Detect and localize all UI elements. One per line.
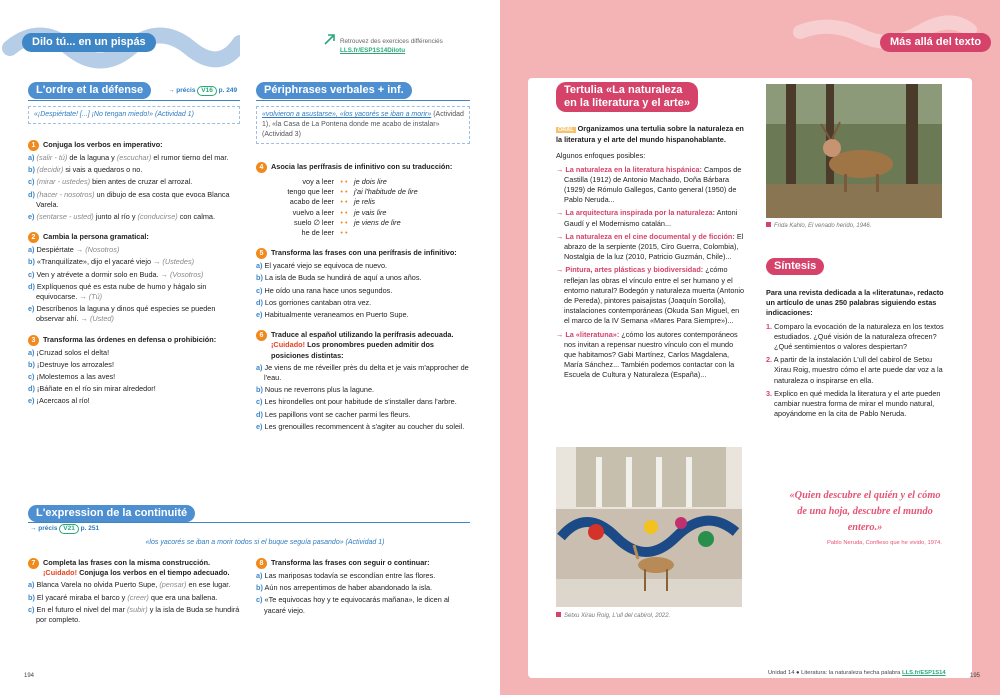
- header-note: Retrouvez des exercices différenciés: [340, 38, 443, 45]
- arrow-icon: →: [556, 208, 566, 218]
- exercise-item: [28, 153, 240, 163]
- exercise-title: Transforma las frases con una perífrasis de infinitivo:: [271, 248, 457, 258]
- exercise-item: [28, 189, 240, 210]
- matching-left: suelo ∅ leer: [293, 217, 334, 227]
- item-t: ¡Acercaos al río!: [36, 396, 90, 406]
- matching-dots: • •: [340, 228, 348, 238]
- exercise-item: [256, 421, 470, 432]
- item-g: (pensar): [159, 580, 187, 590]
- footer-link[interactable]: LLS.fr/ESP1S14: [902, 670, 946, 676]
- item-t: Les papillons vont se cacher parmi les fleurs.: [264, 409, 411, 419]
- exercise-6: [256, 330, 470, 432]
- enfoque-item: [556, 208, 746, 228]
- item-t2: y la isla de Buda se hundirá por completo.: [36, 604, 240, 625]
- item-g: (mirar - ustedes): [36, 177, 91, 187]
- section-rule: [256, 100, 470, 101]
- matching-row: [256, 208, 470, 218]
- item-t: ¡Báñate en el río sin mirar alrededor!: [36, 384, 156, 394]
- item-t: «Te equivocas hoy y te equivocarás mañana», le dicen al yacaré viejo.: [264, 595, 450, 615]
- item-t2: el rumor tierno del mar.: [153, 153, 229, 162]
- sintesis-text: Comparo la evocación de la naturaleza en los textos estudiados. ¿Qué visión de la naturaleza ofrecen? ¿Qué sentimientos o valores despiertan?: [774, 321, 944, 352]
- exercise-item: [28, 177, 240, 187]
- arrow-icon: →: [556, 231, 566, 241]
- enfoque-text: ¿cómo reflejan las obras el vínculo entre el ser humano y el entorno natural? Bodegón y naturaleza muerta (Antonio de Pereda), pintores paisajistas (Joaquín Sorolla), instalaciones contemporáneas (Okuda San Miguel, en el marco de la IV Semana «Mares Para Siempre»)...: [564, 265, 745, 326]
- section-quote: «¡Despiértate! [...] ¡No tengan miedo!» (Actividad 1): [28, 106, 240, 124]
- matching-dots: • •: [340, 217, 348, 227]
- matching-dots: • •: [340, 187, 348, 197]
- exercise-1: [28, 140, 240, 222]
- sintesis-intro: Para una revista dedicada a la «literatuna», redacto un artículo de unas 250 palabras siguiendo estas indicaciones:: [766, 288, 944, 318]
- item-t: Aún nos arrepentimos de haber abandonado la isla.: [264, 583, 433, 593]
- enfoque-item: [556, 265, 746, 326]
- photo-caption: Setxu Xirau Roig, L'ull del cabirol, 2022.: [556, 612, 670, 619]
- exercise-number: 3: [28, 335, 39, 346]
- neruda-quote: «Quien descubre el quién y el cómo de una hoja, descubre el mundo entero.»: [789, 490, 941, 533]
- item-l: a): [256, 571, 263, 580]
- exercise-item: [28, 580, 240, 590]
- item-t2: en ese lugar.: [188, 580, 231, 590]
- exercise-item: [28, 257, 240, 267]
- exercise-8: [256, 558, 470, 616]
- item-t: La isla de Buda se hundirá de aquí a unos años.: [264, 273, 422, 283]
- item-t: Blanca Varela no olvida Puerto Supe,: [36, 580, 158, 590]
- exercise-item: [28, 281, 240, 302]
- exercise-item: [256, 310, 470, 320]
- section-rule: [28, 522, 470, 523]
- item-l: b): [256, 583, 263, 593]
- matching-right: je vais lire: [354, 207, 387, 217]
- item-t2: con calma.: [179, 212, 216, 222]
- item-t: de la laguna y: [69, 153, 115, 162]
- item-t: En el futuro el nivel del mar: [36, 604, 125, 614]
- installation-photo: [556, 447, 742, 607]
- item-l: d): [256, 409, 263, 419]
- item-l: b): [28, 592, 35, 602]
- painting-photo: [766, 84, 942, 218]
- tertulia-column: [556, 124, 746, 381]
- item-g: → (Ustedes): [153, 257, 195, 267]
- item-l: d): [28, 189, 35, 199]
- matching-row: [256, 177, 470, 187]
- exercise-item: [256, 362, 470, 383]
- item-t: bien antes de cruzar el arrozal.: [92, 177, 193, 187]
- exercise-item: [256, 397, 470, 407]
- exercise-title: Traduce al español utilizando la perífrasis adecuada. ¡Cuidado! Los pronombres pueden admitir dos posiciones distintas:: [271, 330, 454, 360]
- exercise-item: [256, 273, 470, 283]
- exercise-title: Transforma las órdenes en defensa o prohibición:: [43, 334, 217, 344]
- item-t: Descríbenos la laguna y dinos qué especies se pueden observar ahí.: [36, 304, 216, 324]
- exercise-item: [256, 583, 470, 593]
- item-l: c): [28, 372, 35, 382]
- exercise-item: [28, 359, 240, 370]
- sintesis-column: [766, 288, 944, 419]
- item-t: He oído una rana hace unos segundos.: [264, 285, 393, 295]
- exercise-4: [256, 162, 470, 238]
- exercises-column-2: [256, 162, 470, 432]
- header-link[interactable]: LLS.fr/ESP1S14Dilotu: [340, 47, 406, 54]
- exercise-5: [256, 248, 470, 320]
- enfoque-text: ¿cómo los autores contemporáneos nos invitan a repensar nuestro vínculo con el mundo que habitamos? Gabi Martínez, Carlos Magdalena, María Sánchez... También podemos contactar con la Escuela de Cultura y Naturaleza (España)...: [564, 329, 738, 380]
- enfoque-text: El abrazo de la serpiente (2015, Ciro Guerra, Colombia), Nostalgia de la luz (2010, Patricio Guzmán, Chile)...: [564, 231, 744, 262]
- item-l: e): [28, 396, 35, 406]
- item-t: Ven y atrévete a dormir solo en Buda.: [36, 269, 159, 279]
- precis-ref[interactable]: → précis V21 p. 251: [30, 525, 100, 532]
- item-t: Despiértate: [36, 245, 74, 255]
- item-l: e): [28, 212, 35, 222]
- matching-left: vuelvo a leer: [292, 207, 334, 217]
- item-t: Les grenouilles recommencent à s'agiter au coucher du soleil.: [264, 421, 465, 431]
- item-l: a): [28, 347, 35, 357]
- item-t: Je viens de me réveiller près du delta et je vais m'approcher de l'eau.: [264, 362, 469, 383]
- exercise-title: Asocia las perífrasis de infinitivo con su traducción:: [271, 162, 453, 171]
- page-number: 194: [24, 673, 35, 679]
- exercise-item: [256, 285, 470, 296]
- matching-table: [256, 177, 470, 238]
- quote-citation: Pablo Neruda, Confieso que he vivido, 1974.: [826, 540, 942, 546]
- matching-row: [256, 218, 470, 228]
- oral-badge: ORAL: [558, 127, 574, 133]
- arrow-icon: →: [556, 265, 566, 275]
- item-t: un dibujo de esa costa que evoca Blanca Varela.: [36, 189, 230, 209]
- matching-dots: • •: [340, 197, 348, 207]
- exercise-title: Completa las frases con la misma construcción. ¡Cuidado! Conjuga los verbos en el tiempo adecuado.: [43, 558, 230, 578]
- item-l: c): [28, 269, 35, 279]
- enfoque-heading: La naturaleza en el cine documental y de ficción:: [565, 231, 735, 241]
- footer-text: Unidad 14 ● Literatura: la naturaleza hecha palabra: [768, 670, 901, 676]
- matching-dots: • •: [340, 207, 348, 217]
- item-g2: (escuchar): [116, 153, 152, 162]
- exercise-item: [28, 245, 240, 255]
- exercise-item: [28, 212, 240, 222]
- exercise-3: [28, 335, 240, 407]
- enfoque-heading: La «literatuna»:: [565, 329, 620, 339]
- tertulia-intro: ORAL Organizamos una tertulia sobre la naturaleza en la literatura y el arte del mundo hispanohablante.: [556, 124, 744, 145]
- item-l: e): [256, 421, 263, 431]
- exercise-item: [28, 384, 240, 394]
- item-t: ¡Destruye los arrozales!: [36, 359, 114, 369]
- sintesis-number: 1.: [766, 321, 773, 331]
- item-l: c): [28, 177, 35, 187]
- matching-right: je relis: [354, 197, 376, 207]
- item-g: (salir - tú): [36, 153, 68, 162]
- enfoque-item: [556, 329, 746, 381]
- exercise-item: [28, 604, 240, 625]
- enfoque-text: Campos de Castilla (1912) de Antonio Machado, Doña Bárbara (1929) de Rómulo Gallegos, Canto general (1950) de Pablo Neruda...: [564, 164, 742, 205]
- exercise-item: [256, 385, 470, 395]
- enfoque-heading: Pintura, artes plásticas y biodiversidad:: [565, 265, 704, 275]
- tertulia-title: Tertulia «La naturaleza en la literatura y el arte»: [556, 82, 698, 112]
- exercise-item: [28, 592, 240, 603]
- matching-right: je viens de lire: [354, 217, 401, 227]
- precis-ref[interactable]: → précis V16 p. 249: [168, 87, 238, 94]
- item-l: b): [256, 385, 263, 395]
- item-l: a): [256, 362, 263, 372]
- item-g: → (Vosotros): [160, 269, 204, 279]
- section-title-continuity: L'expression de la continuité: [28, 505, 195, 522]
- matching-right: j'ai l'habitude de lire: [354, 187, 418, 197]
- enfoque-item: [556, 231, 746, 263]
- matching-left: tengo que leer: [287, 187, 334, 197]
- arrow-icon: [323, 32, 337, 46]
- exercise-number: 5: [256, 248, 267, 259]
- item-t: El yacaré miraba el barco y: [36, 592, 126, 602]
- sintesis-item: [766, 321, 944, 353]
- section-quote: «los yacorés se iban a morir todos si el buque seguía pasando» (Actividad 1): [145, 539, 385, 546]
- item-t: Explíquenos qué es esta nube de humo y hágalo sin equivocarse.: [36, 281, 207, 302]
- item-t: El yacaré viejo se equivoca de nuevo.: [264, 261, 388, 271]
- item-t: Las mariposas todavía se escondían entre las flores.: [264, 571, 436, 580]
- matching-row: [256, 228, 470, 238]
- item-l: d): [256, 297, 263, 307]
- item-l: c): [256, 595, 263, 605]
- matching-dots: • •: [340, 177, 348, 186]
- exercises-column-1: [28, 140, 240, 407]
- matching-left: voy a leer: [302, 177, 334, 186]
- exercise-item: [256, 261, 470, 271]
- matching-row: [256, 187, 470, 197]
- exercise-number: 8: [256, 558, 267, 569]
- sintesis-item: [766, 388, 944, 420]
- item-l: a): [28, 153, 35, 162]
- enfoque-heading: La naturaleza en la literatura hispánica:: [565, 164, 702, 174]
- exercise-number: 2: [28, 232, 39, 243]
- header-tag: Más allá del texto: [880, 33, 991, 52]
- sintesis-item: [766, 355, 944, 386]
- item-l: c): [256, 285, 263, 295]
- item-l: b): [28, 257, 35, 267]
- section-quote: «volvieron a asustarse», «los yacorés se iban a morir» (Actividad 1), «la Casa de La Pontena donde me acabo de instalar» (Actividad 3): [256, 106, 470, 144]
- exercise-title: Conjuga los verbos en imperativo:: [43, 140, 163, 149]
- item-l: a): [28, 245, 35, 255]
- exercise-2: [28, 232, 240, 324]
- exercise-item: [28, 304, 240, 324]
- item-l: d): [28, 384, 35, 394]
- section-rule: [28, 100, 240, 101]
- matching-left: acabo de leer: [289, 197, 334, 207]
- item-l: b): [256, 273, 263, 283]
- exercise-item: [256, 571, 470, 581]
- enfoque-item: [556, 164, 746, 206]
- item-g: (sentarse - usted): [36, 212, 94, 222]
- exercise-item: [28, 269, 240, 280]
- exercise-item: [28, 396, 240, 406]
- exercise-number: 1: [28, 140, 39, 151]
- item-t2: que era una ballena.: [150, 592, 218, 602]
- item-l: e): [256, 310, 263, 320]
- sintesis-text: Explico en qué medida la literatura y el arte pueden cambiar nuestra forma de mirar el mundo natural, apoyándome en la cita de Pablo Neruda.: [774, 388, 941, 419]
- item-g: (subir): [126, 604, 148, 614]
- matching-left: he de leer: [301, 228, 334, 238]
- item-t: «Tranquilízate», dijo el yacaré viejo: [36, 257, 152, 267]
- exercise-item: [28, 165, 240, 175]
- matching-right: je dois lire: [354, 177, 387, 186]
- sintesis-number: 2.: [766, 355, 773, 365]
- item-l: b): [28, 165, 35, 175]
- item-t: si vais a quedaros o no.: [65, 165, 143, 175]
- section-title-imperative: L'ordre et la défense: [28, 82, 151, 99]
- exercise-number: 6: [256, 330, 267, 341]
- item-g: (decidir): [36, 165, 64, 175]
- item-l: e): [28, 304, 35, 314]
- item-g: (hacer - nosotros): [36, 189, 95, 199]
- sintesis-number: 3.: [766, 388, 773, 398]
- item-g: → (Nosotros): [75, 245, 120, 255]
- item-t: Les hirondelles ont pour habitude de s'installer dans l'arbre.: [264, 397, 457, 407]
- exercise-number: 4: [256, 162, 267, 173]
- exercise-item: [28, 347, 240, 358]
- arrow-icon: →: [556, 329, 566, 339]
- enfoque-heading: La arquitectura inspirada por la naturaleza:: [565, 208, 715, 218]
- page-number: 195: [970, 673, 981, 679]
- exercise-7: [28, 558, 240, 625]
- item-t: ¡Molestemos a las aves!: [36, 372, 116, 382]
- arrow-icon: →: [556, 164, 566, 174]
- section-title-periphrases: Périphrases verbales + inf.: [256, 82, 412, 99]
- item-t: junto al río y: [95, 212, 136, 222]
- exercise-item: [256, 409, 470, 420]
- item-g: (creer): [127, 592, 149, 602]
- item-l: d): [28, 281, 35, 291]
- item-t: Habitualmente veraneamos en Puerto Supe.: [264, 310, 409, 320]
- item-t: Los gorriones cantaban otra vez.: [264, 297, 372, 307]
- item-g2: (conducirse): [137, 212, 178, 222]
- item-l: b): [28, 359, 35, 369]
- exercise-number: 7: [28, 558, 39, 569]
- exercise-item: [28, 372, 240, 382]
- sintesis-title: Síntesis: [766, 258, 824, 275]
- item-t: ¡Cruzad solos el delta!: [36, 347, 110, 357]
- item-g: → (Usted): [80, 314, 114, 324]
- enfoques-label: Algunos enfoques posibles:: [556, 151, 646, 161]
- item-l: c): [28, 604, 35, 614]
- exercise-title: Transforma las frases con seguir o continuar:: [271, 558, 430, 567]
- painting-caption: Frida Kahlo, El venado herido, 1946.: [766, 222, 871, 229]
- enfoque-text: Antoni Gaudí y el Modernismo catalán...: [564, 208, 738, 228]
- sintesis-text: A partir de la instalación L'ull del cabirol de Setxu Xirau Roig, muestro cómo el arte puede dar voz a la naturaleza o inspirarse en ella.: [773, 355, 943, 385]
- exercise-item: [256, 595, 470, 615]
- footer: [768, 670, 946, 676]
- item-l: a): [28, 580, 35, 590]
- item-g: → (Tú): [79, 292, 103, 302]
- item-t: Nous ne reverrons plus la lagune.: [264, 385, 375, 395]
- item-l: a): [256, 261, 263, 271]
- exercise-item: [256, 297, 470, 308]
- item-l: c): [256, 397, 263, 407]
- matching-row: [256, 197, 470, 207]
- exercise-title: Cambia la persona gramatical:: [43, 232, 149, 242]
- header-tag: Dilo tú... en un pispás: [22, 33, 156, 52]
